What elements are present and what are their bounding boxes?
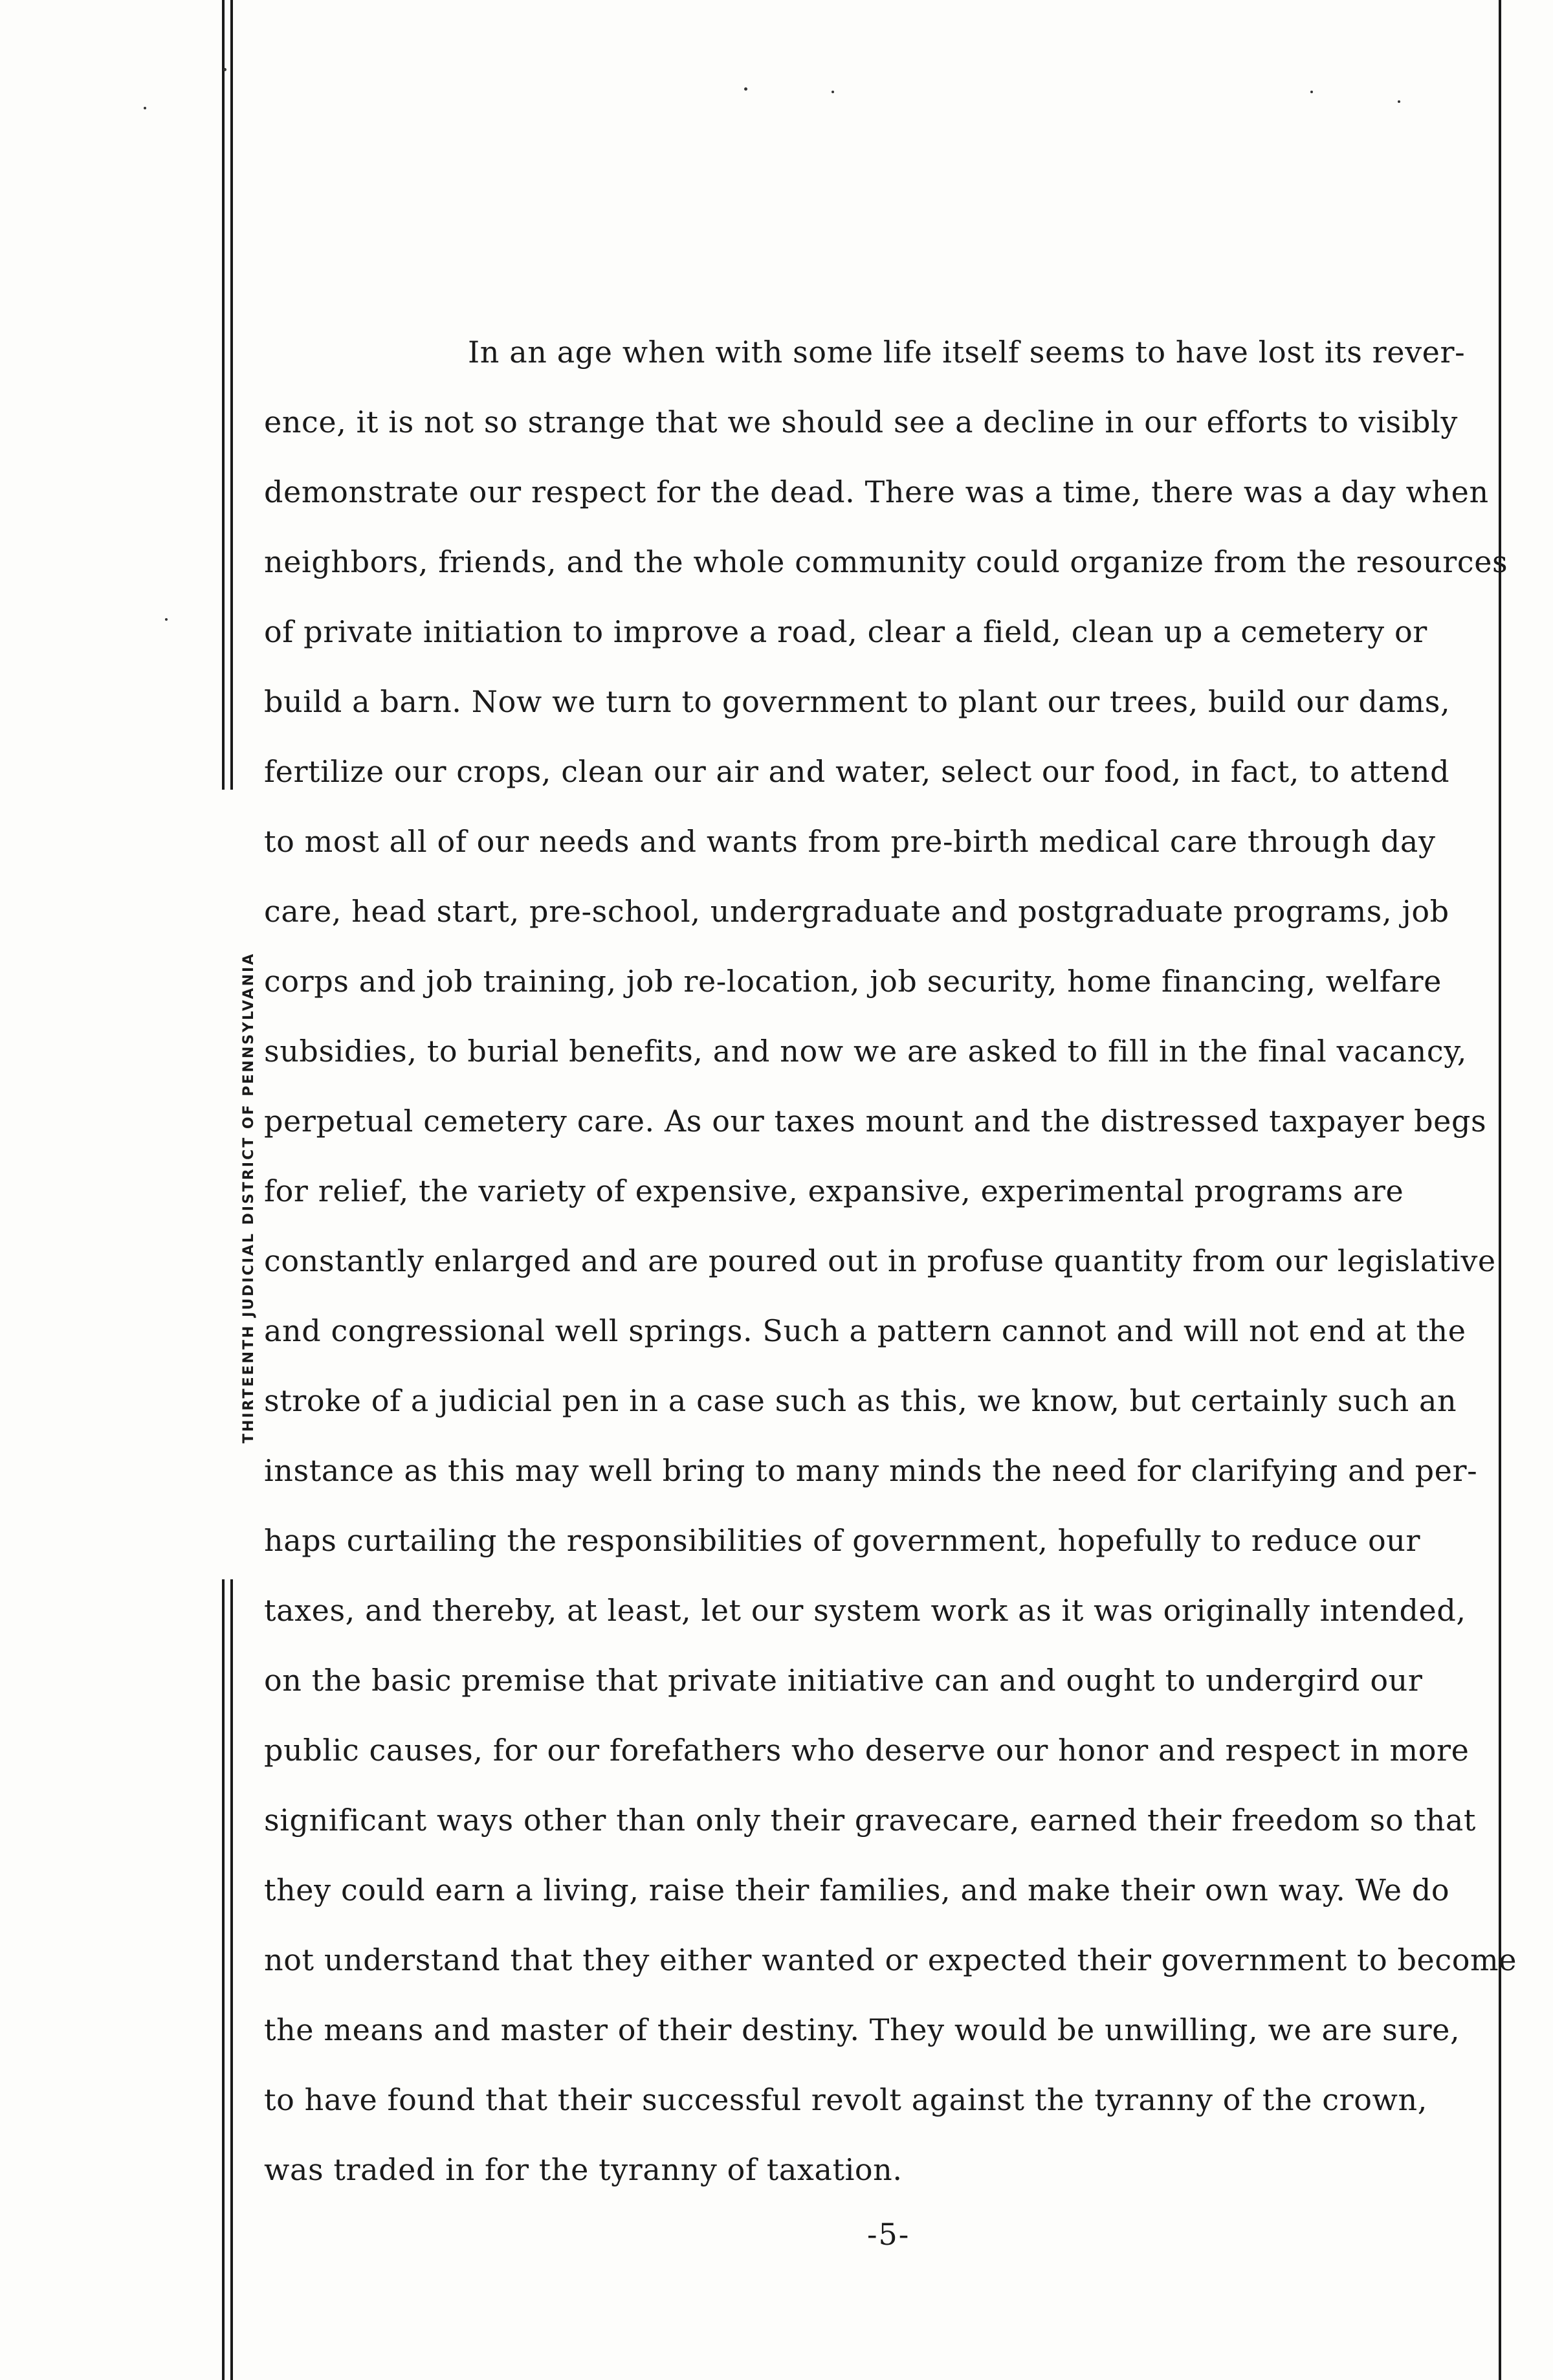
body-text [264, 317, 1517, 2205]
scan-speck [1398, 100, 1400, 103]
text-line: ence, it is not so strange that we should see a decline in our efforts to visibly [264, 405, 1458, 439]
left-margin-rule [230, 0, 233, 790]
scan-speck [832, 91, 834, 93]
text-line: and congressional well springs. Such a pattern cannot and will not end at the [264, 1313, 1466, 1348]
page-number: -5- [867, 2217, 910, 2252]
text-line: they could earn a living, raise their families, and make their own way. We do [264, 1873, 1450, 1907]
text-line: not understand that they either wanted or expected their government to become [264, 1942, 1517, 1977]
text-line: In an age when with some life itself seems to have lost its rever- [468, 335, 1466, 370]
text-line: subsidies, to burial benefits, and now we are asked to fill in the final vacancy, [264, 1034, 1467, 1069]
text-line: was traded in for the tyranny of taxation. [264, 2152, 903, 2187]
text-line: neighbors, friends, and the whole community could organize from the resources [264, 544, 1508, 579]
scan-speck [744, 87, 747, 91]
text-line: corps and job training, job re-location, job security, home financing, welfare [264, 964, 1442, 999]
scan-speck [1310, 91, 1313, 93]
left-margin-rule [230, 1579, 233, 2380]
scan-speck [223, 68, 226, 71]
text-line: public causes, for our forefathers who deserve our honor and respect in more [264, 1733, 1470, 1768]
text-line: build a barn. Now we turn to government to plant our trees, build our dams, [264, 684, 1451, 719]
text-line: the means and master of their destiny. They would be unwilling, we are sure, [264, 2012, 1460, 2047]
text-line: on the basic premise that private initiative can and ought to undergird our [264, 1663, 1423, 1698]
left-margin-rule [222, 1579, 225, 2380]
scan-speck [165, 618, 168, 621]
text-line: haps curtailing the responsibilities of government, hopefully to reduce our [264, 1523, 1421, 1558]
text-line: to have found that their successful revolt against the tyranny of the crown, [264, 2082, 1427, 2117]
text-line: of private initiation to improve a road, clear a field, clean up a cemetery or [264, 614, 1427, 649]
text-line: for relief, the variety of expensive, expansive, experimental programs are [264, 1173, 1404, 1208]
text-line: fertilize our crops, clean our air and water, select our food, in fact, to attend [264, 754, 1450, 789]
text-line: constantly enlarged and are poured out in profuse quantity from our legislative [264, 1243, 1496, 1278]
text-line: instance as this may well bring to many minds the need for clarifying and per- [264, 1453, 1478, 1488]
text-line: to most all of our needs and wants from pre-birth medical care through day [264, 824, 1436, 859]
text-line: perpetual cemetery care. As our taxes mount and the distressed taxpayer begs [264, 1104, 1487, 1139]
text-line: care, head start, pre-school, undergraduate and postgraduate programs, job [264, 894, 1449, 929]
text-line: demonstrate our respect for the dead. There was a time, there was a day when [264, 474, 1489, 509]
court-district-label: THIRTEENTH JUDICIAL DISTRICT OF PENNSYLVANIA [241, 951, 257, 1443]
text-line: stroke of a judicial pen in a case such as this, we know, but certainly such an [264, 1383, 1457, 1418]
text-line: taxes, and thereby, at least, let our system work as it was originally intended, [264, 1593, 1466, 1628]
text-line: significant ways other than only their gravecare, earned their freedom so that [264, 1803, 1477, 1838]
scan-speck [144, 107, 146, 109]
left-margin-rule [222, 0, 225, 790]
